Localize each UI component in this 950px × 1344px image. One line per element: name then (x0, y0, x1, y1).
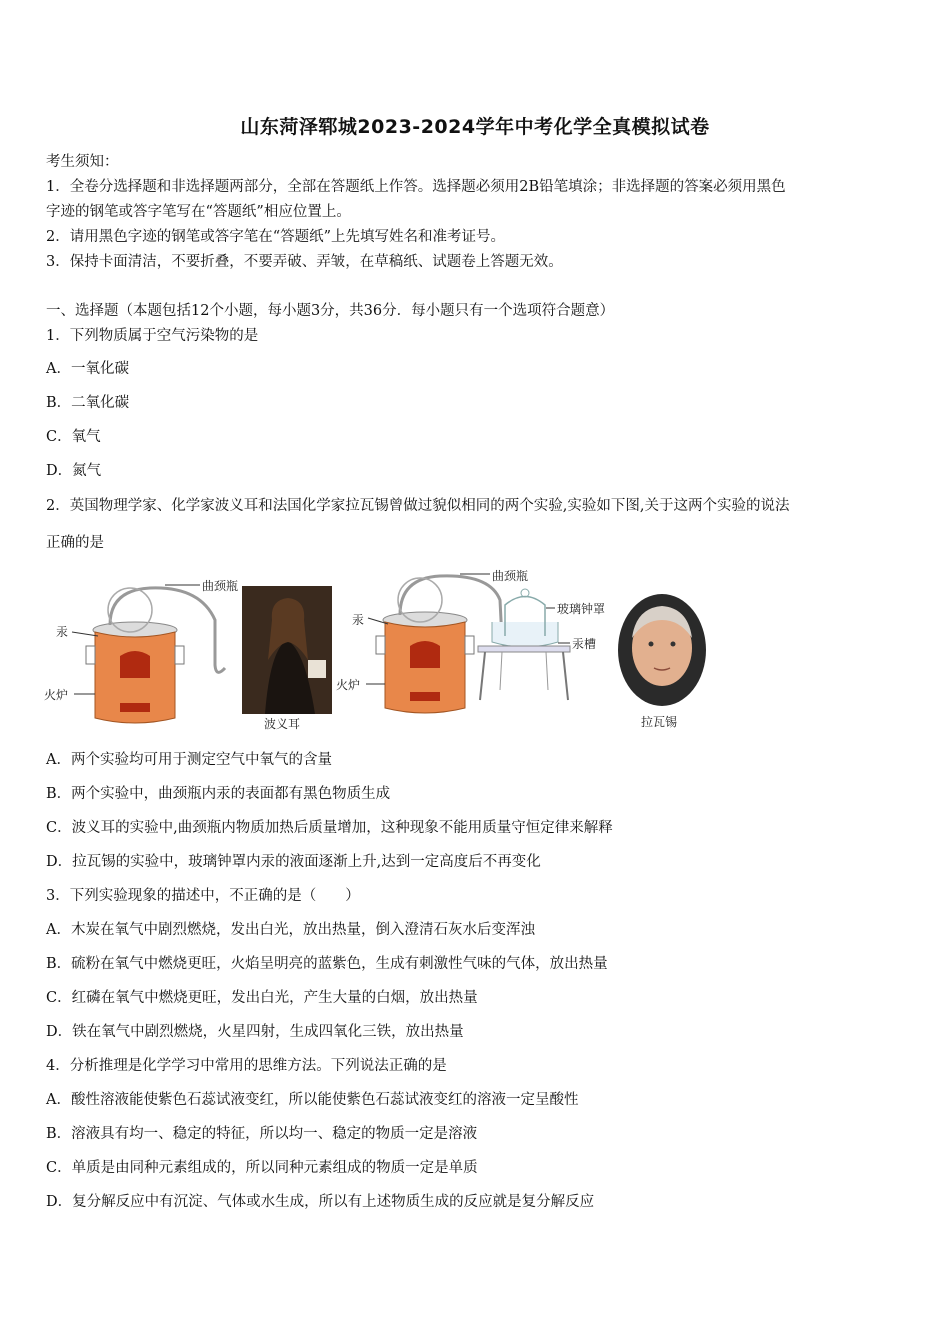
q1-option-a: A．一氧化碳 (46, 361, 129, 377)
q2-option-c: C．波义耳的实验中,曲颈瓶内物质加热后质量增加，这种现象不能用质量守恒定律来解释 (46, 820, 613, 836)
left-furnace (86, 622, 184, 723)
lavoisier-portrait (618, 594, 706, 706)
notice-line: 1．全卷分选择题和非选择题两部分，全部在答题纸上作答。选择题必须用2B铅笔填涂；非选择题的答案必须用黑色 (46, 179, 786, 195)
q4-option-c: C．单质是由同种元素组成的，所以同种元素组成的物质一定是单质 (46, 1160, 478, 1176)
page-title: 山东菏泽郓城2023-2024学年中考化学全真模拟试卷 (240, 116, 710, 138)
question-3-stem: 3．下列实验现象的描述中，不正确的是（ ） (46, 888, 360, 904)
label-flask-left: 曲颈瓶 (202, 579, 239, 593)
q2-option-b: B．两个实验中，曲颈瓶内汞的表面都有黑色物质生成 (46, 786, 391, 802)
label-bell-jar: 玻璃钟罩 (557, 602, 606, 616)
section-heading: 一、选择题（本题包括12个小题，每小题3分，共36分．每小题只有一个选项符合题意） (46, 303, 615, 319)
question-2-stem-cont: 正确的是 (46, 535, 104, 551)
label-lavoisier: 拉瓦锡 (641, 715, 678, 729)
right-furnace (376, 612, 474, 713)
label-flask-right: 曲颈瓶 (492, 569, 529, 583)
notice-heading: 考生须知： (46, 154, 119, 170)
q4-option-b: B．溶液具有均一、稳定的特征，所以均一、稳定的物质一定是溶液 (46, 1126, 478, 1142)
experiment-figure (40, 560, 720, 740)
notice-line: 字迹的钢笔或答字笔写在“答题纸”相应位置上。 (46, 204, 351, 220)
q1-option-c: C．氧气 (46, 429, 101, 445)
q3-option-c: C．红磷在氧气中燃烧更旺，发出白光，产生大量的白烟，放出热量 (46, 990, 478, 1006)
label-boyle: 波义耳 (264, 717, 301, 731)
q1-option-b: B．二氧化碳 (46, 395, 130, 411)
boyle-portrait (242, 586, 332, 714)
q3-option-d: D．铁在氧气中剧烈燃烧，火星四射，生成四氧化三铁，放出热量 (46, 1024, 464, 1040)
label-trough: 汞槽 (572, 637, 597, 651)
q4-option-a: A．酸性溶液能使紫色石蕊试液变红，所以能使紫色石蕊试液变红的溶液一定呈酸性 (46, 1092, 579, 1108)
question-1-stem: 1．下列物质属于空气污染物的是 (46, 328, 259, 344)
notice-line: 3．保持卡面清洁，不要折叠，不要弄破、弄皱，在草稿纸、试题卷上答题无效。 (46, 254, 563, 270)
question-2-stem: 2．英国物理学家、化学家波义耳和法国化学家拉瓦锡曾做过貌似相同的两个实验,实验如下图,关于这两个实验的说法 (46, 498, 790, 514)
label-furnace-right: 火炉 (336, 678, 361, 692)
label-furnace-left: 火炉 (44, 688, 69, 702)
q4-option-d: D．复分解反应中有沉淀、气体或水生成，所以有上述物质生成的反应就是复分解反应 (46, 1194, 595, 1210)
q2-option-d: D．拉瓦锡的实验中，玻璃钟罩内汞的液面逐渐上升,达到一定高度后不再变化 (46, 854, 541, 870)
q2-option-a: A．两个实验均可用于测定空气中氧气的含量 (46, 752, 332, 768)
label-mercury-left: 汞 (56, 625, 69, 639)
question-4-stem: 4．分析推理是化学学习中常用的思维方法。下列说法正确的是 (46, 1058, 447, 1074)
q3-option-b: B．硫粉在氧气中燃烧更旺，火焰呈明亮的蓝紫色，生成有刺激性气味的气体，放出热量 (46, 956, 608, 972)
label-mercury-right: 汞 (352, 613, 365, 627)
notice-line: 2．请用黑色字迹的钢笔或答字笔在“答题纸”上先填写姓名和准考证号。 (46, 229, 506, 245)
q1-option-d: D．氮气 (46, 463, 102, 479)
q3-option-a: A．木炭在氧气中剧烈燃烧，发出白光，放出热量，倒入澄清石灰水后变浑浊 (46, 922, 535, 938)
